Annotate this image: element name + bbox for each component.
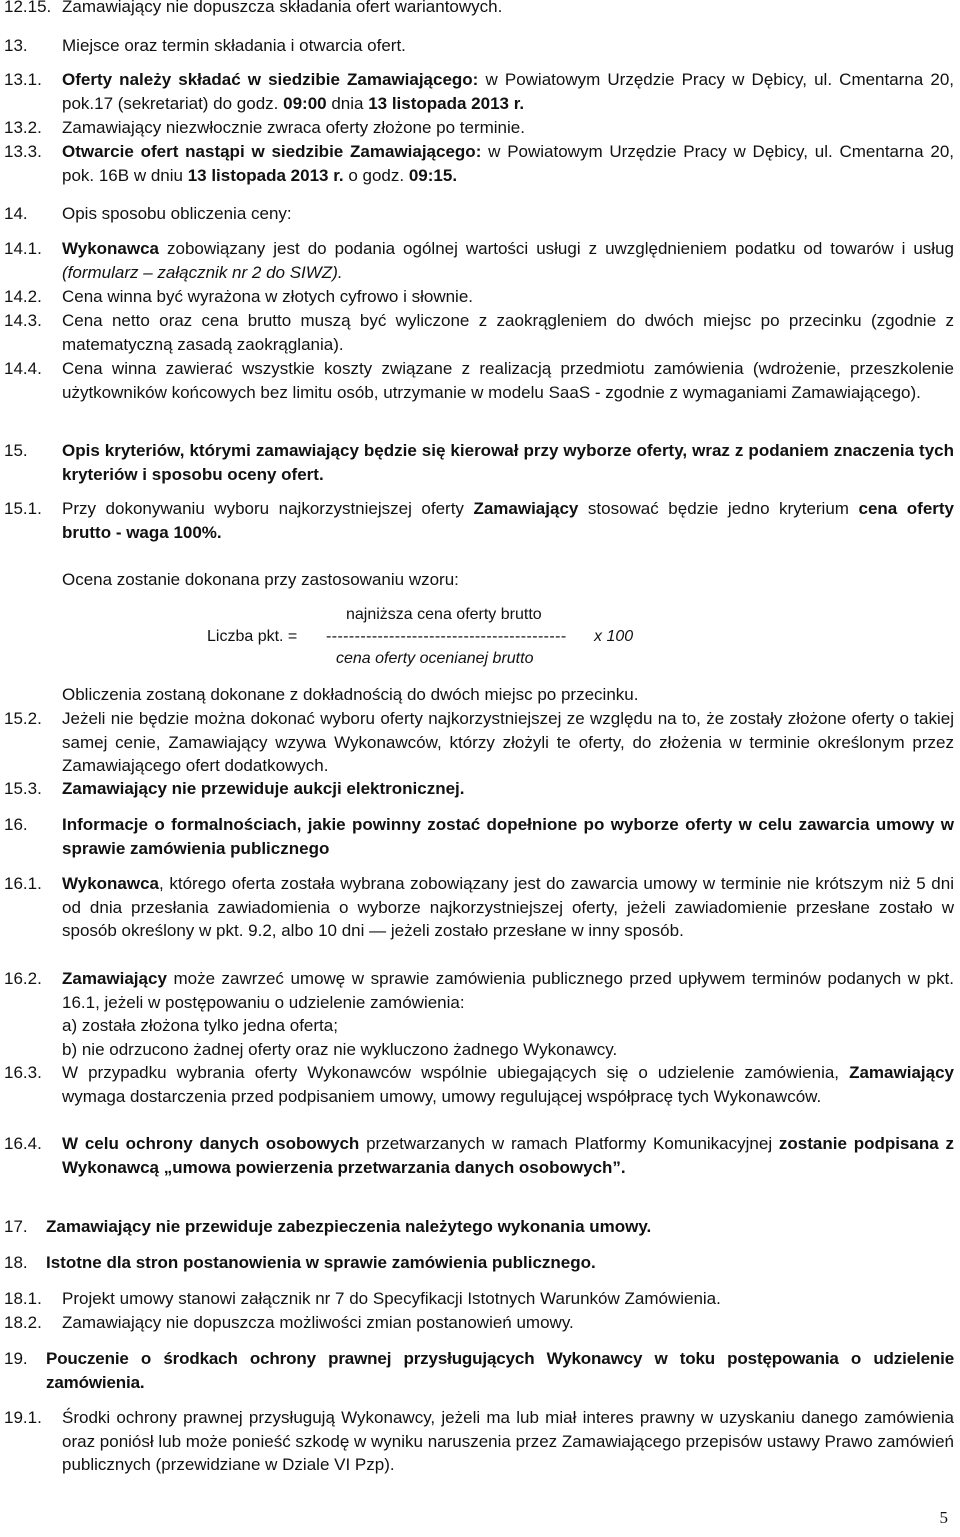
section-number: 17. bbox=[4, 1217, 28, 1236]
section-13-heading bbox=[4, 34, 954, 58]
section-text: Zamawiający nie dopuszcza składania ofert wariantowych. bbox=[62, 0, 503, 16]
section-number: 14.2. bbox=[4, 287, 42, 306]
section-16-2 bbox=[4, 967, 954, 1061]
section-14-heading bbox=[4, 202, 954, 226]
bold-phrase: zostanie podpisana z Wykonawcą „umowa powierzenia przetwarzania danych osobowych”. bbox=[62, 1134, 954, 1177]
section-heading: Opis kryteriów, którymi zamawiający będzie się kierował przy wyborze oferty, wraz z podaniem znaczenia tych kryteriów i sposobu oceny ofert. bbox=[62, 441, 954, 484]
section-number: 16.2. bbox=[4, 969, 42, 988]
page-number: 5 bbox=[939, 1507, 948, 1527]
bold-phrase: Oferty należy składać w siedzibie Zamawiającego: bbox=[62, 70, 479, 89]
section-14-4 bbox=[4, 357, 954, 404]
section-heading: Istotne dla stron postanowienia w sprawie zamówienia publicznego. bbox=[46, 1253, 596, 1272]
text-run: może zawrzeć umowę w sprawie zamówienia publicznego przed upływem terminów podanych w pkt. 16.1, jeżeli w postępowaniu o udzielenie zamówienia: bbox=[62, 969, 954, 1012]
bold-phrase: Zamawiający bbox=[849, 1063, 954, 1082]
section-number: 15.3. bbox=[4, 779, 42, 798]
bold-phrase: Zamawiający bbox=[62, 969, 167, 988]
section-number: 14.1. bbox=[4, 239, 42, 258]
section-12-15 bbox=[4, 0, 954, 19]
section-18-1 bbox=[4, 1287, 954, 1311]
section-text: Zamawiający niezwłocznie zwraca oferty złożone po terminie. bbox=[62, 118, 525, 137]
section-number: 16.1. bbox=[4, 874, 42, 893]
text-run: wymaga dostarczenia przed podpisaniem umowy, umowy regulującej współpracę tych Wykonawców. bbox=[62, 1086, 822, 1106]
bold-phrase: W celu ochrony danych osobowych bbox=[62, 1134, 360, 1153]
section-number: 13.2. bbox=[4, 118, 42, 137]
section-18-heading bbox=[4, 1251, 954, 1275]
section-number: 13. bbox=[4, 36, 28, 55]
section-number: 19.1. bbox=[4, 1408, 42, 1427]
formula-numerator: najniższa cena oferty brutto bbox=[346, 606, 542, 623]
section-text: Projekt umowy stanowi załącznik nr 7 do Specyfikacji Istotnych Warunków Zamówienia. bbox=[62, 1289, 721, 1308]
section-14-2 bbox=[4, 285, 954, 309]
section-13-3 bbox=[4, 140, 954, 187]
section-number: 18.2. bbox=[4, 1313, 42, 1332]
section-15-heading bbox=[4, 439, 954, 486]
bold-phrase: Otwarcie ofert nastąpi w siedzibie Zamawiającego: bbox=[62, 142, 482, 161]
text-run: o godz. bbox=[343, 165, 409, 185]
section-text: Zamawiający nie dopuszcza możliwości zmian postanowień umowy. bbox=[62, 1313, 574, 1332]
section-number: 13.1. bbox=[4, 70, 42, 89]
section-19-1 bbox=[4, 1406, 954, 1477]
section-text: Cena winna być wyrażona w złotych cyfrowo i słownie. bbox=[62, 287, 474, 306]
bold-phrase: 13 listopada 2013 r. bbox=[187, 165, 344, 185]
section-19-heading bbox=[4, 1347, 954, 1394]
section-number: 14.4. bbox=[4, 359, 42, 378]
text-run: przetwarzanych w ramach Platformy Komunikacyjnej bbox=[359, 1134, 779, 1153]
section-number: 13.3. bbox=[4, 142, 42, 161]
section-16-3 bbox=[4, 1061, 954, 1108]
section-text: Jeżeli nie będzie można dokonać wyboru oferty najkorzystniejszej ze względu na to, że zostały złożone oferty o takiej samej cenie, Zamawiający wzywa Wykonawców, którzy złożyli te oferty, do złożenia w terminie określonym przez Zamawiającego ofert dodatkowych. bbox=[62, 709, 954, 775]
section-number: 15.2. bbox=[4, 709, 42, 728]
section-heading: Pouczenie o środkach ochrony prawnej przysługujących Wykonawcy w toku postępowania o udzielenie zamówienia. bbox=[46, 1349, 954, 1392]
section-16-heading bbox=[4, 813, 954, 860]
section-text: Cena winna zawierać wszystkie koszty związane z realizacją przedmiotu zamówienia (wdrożenie, przeszkolenie użytkowników końcowych bez limitu osób, utrzymanie w modelu SaaS - zgodnie z wymaganiami Zamawiającego). bbox=[62, 359, 954, 402]
formula-denominator: cena oferty ocenianej brutto bbox=[336, 650, 534, 667]
section-17 bbox=[4, 1215, 954, 1239]
rounding-note: Obliczenia zostaną dokonane z dokładnością do dwóch miejsc po przecinku. bbox=[62, 685, 639, 704]
text-run: stosować będzie jedno kryterium bbox=[578, 499, 859, 518]
text-run: , którego oferta została wybrana zobowiązany jest do zawarcia umowy w terminie nie krótszym niż 5 dni od dnia przesłania zawiadomienia o wyborze najkorzystniejszej oferty, jeżeli zawiadomienie przesłane zostało w sposób określony w pkt. 9.2, albo 10 dni — jeżeli zostało przesłane w inny sposób. bbox=[62, 874, 954, 940]
formula-intro: Ocena zostanie dokonana przy zastosowaniu wzoru: bbox=[62, 570, 459, 589]
section-text: Zamawiający nie przewiduje zabezpieczenia należytego wykonania umowy. bbox=[46, 1217, 652, 1236]
section-number: 15.1. bbox=[4, 499, 42, 518]
section-number: 19. bbox=[4, 1349, 28, 1368]
section-15-1 bbox=[4, 497, 954, 544]
bold-phrase: Zamawiający bbox=[473, 499, 579, 518]
text-run: zobowiązany jest do podania ogólnej wartości usługi z uwzględnieniem podatku od towarów i usług bbox=[159, 239, 954, 258]
section-number: 15. bbox=[4, 441, 28, 460]
section-number: 18. bbox=[4, 1253, 28, 1272]
italic-phrase: (formularz – załącznik nr 2 do SIWZ). bbox=[62, 262, 343, 282]
text-run: W przypadku wybrania oferty Wykonawców wspólnie ubiegających się o udzielenie zamówienia, bbox=[62, 1063, 850, 1082]
section-number: 14. bbox=[4, 204, 28, 223]
list-item-b: b) nie odrzucono żadnej oferty oraz nie wykluczono żadnego Wykonawcy. bbox=[62, 1039, 618, 1059]
section-heading: Miejsce oraz termin składania i otwarcia ofert. bbox=[62, 36, 406, 55]
section-number: 12.15. bbox=[4, 0, 52, 16]
section-14-3 bbox=[4, 309, 954, 356]
text-run: dnia bbox=[326, 93, 369, 113]
section-13-1 bbox=[4, 68, 954, 115]
bold-phrase: 09:00 bbox=[283, 93, 327, 113]
formula-label: Liczba pkt. = bbox=[207, 628, 298, 645]
section-heading: Opis sposobu obliczenia ceny: bbox=[62, 204, 292, 223]
text-run: w Powiatowym Urzędzie Pracy w Dębicy, ul. Cmentarna 20, pok. 16B w dniu bbox=[62, 142, 954, 185]
section-number: 16.4. bbox=[4, 1134, 42, 1153]
section-13-2 bbox=[4, 116, 954, 140]
section-text: Środki ochrony prawnej przysługują Wykonawcy, jeżeli ma lub miał interes prawny w uzyskaniu danego zamówienia oraz poniósł lub może ponieść szkodę w wyniku naruszenia przez Zamawiającego przepisów ustawy Prawo zamówień publicznych (przewidziane w Dziale VI Pzp). bbox=[62, 1408, 954, 1474]
section-15-3 bbox=[4, 777, 954, 801]
section-16-4 bbox=[4, 1132, 954, 1179]
bold-phrase: 09:15. bbox=[408, 165, 458, 185]
section-number: 16. bbox=[4, 815, 28, 834]
section-16-1 bbox=[4, 872, 954, 943]
formula-multiplier: x 100 bbox=[594, 628, 634, 645]
section-18-2 bbox=[4, 1311, 954, 1335]
text-run: w Powiatowym Urzędzie Pracy w Dębicy, ul. Cmentarna 20, pok.17 (sekretariat) do godz. bbox=[62, 70, 955, 113]
section-15-2 bbox=[4, 707, 954, 778]
section-heading: Informacje o formalnościach, jakie powinny zostać dopełnione po wyborze oferty w celu zawarcia umowy w sprawie zamówienia publicznego bbox=[62, 815, 954, 858]
section-number: 18.1. bbox=[4, 1289, 42, 1308]
section-text: Zamawiający nie przewiduje aukcji elektronicznej. bbox=[62, 779, 465, 798]
text-run: Przy dokonywaniu wyboru najkorzystniejszej oferty bbox=[62, 499, 474, 518]
section-text: Cena netto oraz cena brutto muszą być wyliczone z zaokrągleniem do dwóch miejsc po przecinku (zgodnie z matematyczną zasadą zaokrąglania). bbox=[62, 311, 954, 354]
list-item-a: a) została złożona tylko jedna oferta; bbox=[62, 1016, 338, 1035]
bold-phrase: cena oferty brutto - waga 100%. bbox=[62, 499, 954, 542]
section-number: 14.3. bbox=[4, 311, 42, 330]
bold-phrase: Wykonawca bbox=[62, 239, 160, 258]
bold-phrase: Wykonawca bbox=[62, 874, 160, 893]
section-14-1 bbox=[4, 237, 954, 284]
formula-fraction-line: ------------------------------------------ bbox=[326, 628, 567, 645]
section-number: 16.3. bbox=[4, 1063, 42, 1082]
bold-phrase: 13 listopada 2013 r. bbox=[368, 93, 525, 113]
